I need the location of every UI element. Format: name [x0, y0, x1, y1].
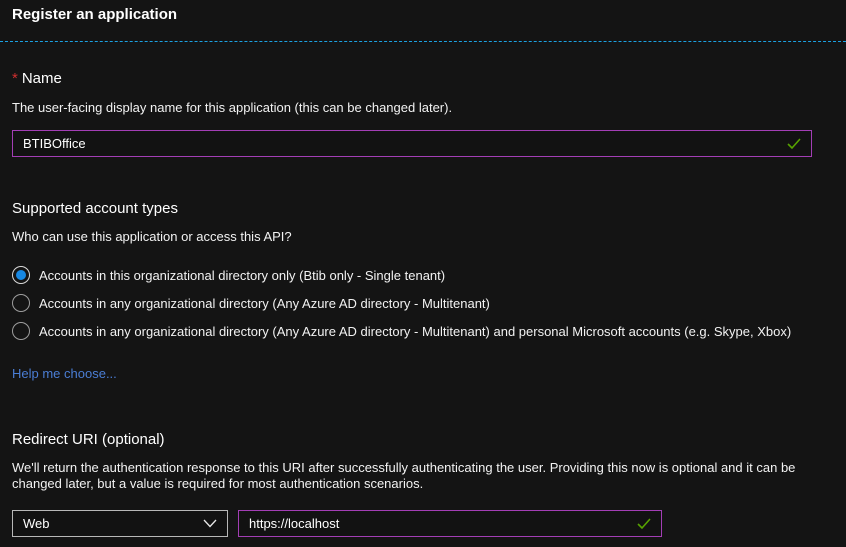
redirect-uri-input[interactable]: [238, 510, 662, 537]
account-types-question: Who can use this application or access this API?: [12, 229, 292, 244]
radio-option-multitenant[interactable]: [12, 294, 834, 312]
account-types-section-label: Supported account types: [12, 200, 178, 217]
help-me-choose-link[interactable]: Help me choose...: [12, 366, 117, 381]
radio-button-icon[interactable]: [12, 266, 30, 284]
redirect-uri-section-label: Redirect URI (optional): [12, 431, 165, 448]
radio-option-label: Accounts in this organizational directory only (Btib only - Single tenant): [39, 267, 446, 283]
register-application-page: [0, 0, 846, 24]
valid-checkmark-icon: [787, 138, 801, 149]
name-input-value: BTIBOffice: [23, 136, 86, 151]
name-description: The user-facing display name for this application (this can be changed later).: [12, 100, 453, 115]
radio-option-multitenant-personal[interactable]: [12, 322, 834, 340]
radio-button-icon[interactable]: [12, 294, 30, 312]
chevron-down-icon: [203, 519, 217, 528]
account-types-radio-group: [12, 266, 834, 340]
redirect-uri-description: We'll return the authentication response to this URI after successfully authenticating the user. Providing this now is optional and it can be changed later, but a value is required for most authentication scenarios.: [12, 460, 796, 491]
redirect-uri-row: [12, 510, 834, 537]
radio-button-icon[interactable]: [12, 322, 30, 340]
radio-option-label: Accounts in any organizational directory (Any Azure AD directory - Multitenant) and personal Microsoft accounts (e.g. Skype, Xbox): [39, 323, 792, 339]
name-input[interactable]: [12, 130, 812, 157]
header-divider: [0, 41, 846, 42]
platform-select-dropdown[interactable]: [12, 510, 228, 537]
radio-option-single-tenant[interactable]: [12, 266, 834, 284]
name-label-text: Name: [21, 70, 62, 87]
page-title: Register an application: [12, 6, 178, 23]
radio-option-label: Accounts in any organizational directory (Any Azure AD directory - Multitenant): [39, 295, 490, 311]
valid-checkmark-icon: [637, 518, 651, 529]
name-section-label: [12, 70, 834, 88]
platform-select-value: Web: [23, 516, 50, 531]
required-asterisk: *: [12, 70, 18, 87]
redirect-uri-value: https://localhost: [249, 516, 340, 531]
